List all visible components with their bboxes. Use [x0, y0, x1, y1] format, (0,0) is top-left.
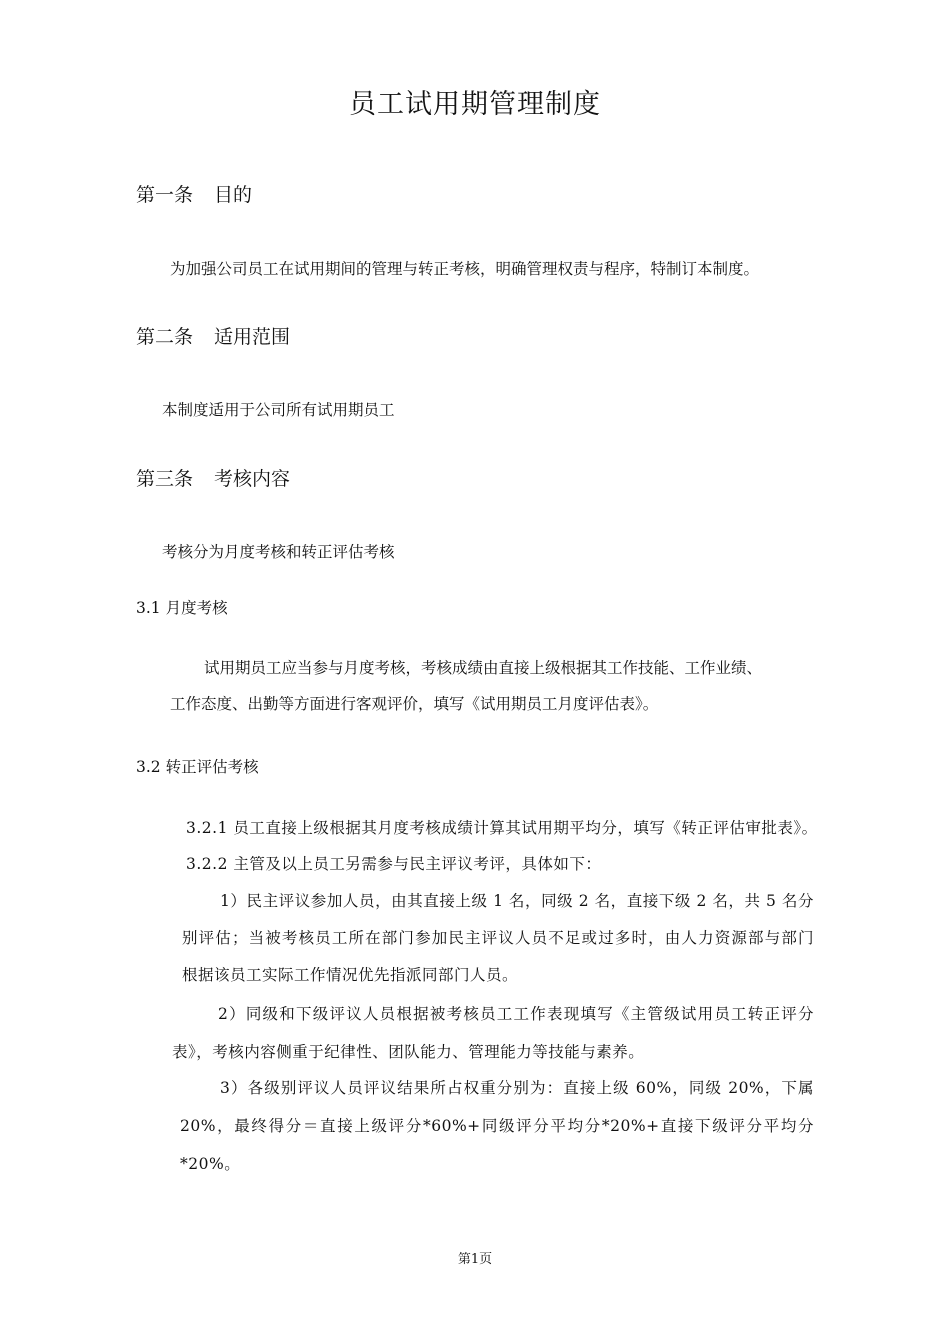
- scope-paragraph: 本制度适用于公司所有试用期员工: [162, 401, 395, 419]
- purpose-paragraph: 为加强公司员工在试用期间的管理与转正考核，明确管理权责与程序，特制订本制度。: [170, 260, 760, 278]
- clause-3-2-2: 3.2.2 主管及以上员工另需参与民主评议考评，具体如下：: [186, 855, 602, 873]
- section-heading-3: [136, 464, 290, 491]
- monthly-paragraph-line: 试用期员工应当参与月度考核，考核成绩由直接上级根据其工作技能、工作业绩、: [204, 659, 763, 677]
- item-2-line: 表》，考核内容侧重于纪律性、团队能力、管理能力等技能与素养。: [172, 1043, 645, 1061]
- item-1-line: 1）民主评议参加人员，由其直接上级 1 名，同级 2 名，直接下级 2 名，共 5 名分: [220, 892, 814, 910]
- clause-3-2-1: 3.2.1 员工直接上级根据其月度考核成绩计算其试用期平均分，填写《转正评估审批表》。: [186, 819, 818, 837]
- page-title: 员工试用期管理制度: [349, 89, 601, 120]
- item-3-line: 20%，最终得分＝直接上级评分*60%+同级评分平均分*20%+直接下级评分平均分: [180, 1117, 814, 1135]
- content-intro: 考核分为月度考核和转正评估考核: [162, 543, 395, 561]
- section-number: 第三条: [136, 468, 194, 490]
- subsection-title-3-2: 3.2 转正评估考核: [136, 758, 259, 776]
- section-number: 第一条: [136, 184, 194, 206]
- section-heading-2: [136, 322, 290, 349]
- section-name: 适用范围: [214, 326, 291, 348]
- section-heading-1: [136, 180, 252, 207]
- item-3-line: *20%。: [180, 1155, 241, 1173]
- item-1-line: 根据该员工实际工作情况优先指派同部门人员。: [182, 966, 519, 984]
- section-name: 目的: [214, 184, 253, 206]
- item-1-line: 别评估；当被考核员工所在部门参加民主评议人员不足或过多时，由人力资源部与部门: [182, 929, 814, 947]
- section-number: 第二条: [136, 326, 194, 348]
- monthly-paragraph-line: 工作态度、出勤等方面进行客观评价，填写《试用期员工月度评估表》。: [170, 695, 659, 713]
- page-number: 第1页: [457, 1252, 493, 1267]
- item-3-line: 3）各级别评议人员评议结果所占权重分别为：直接上级 60%，同级 20%，下属: [220, 1079, 814, 1097]
- subsection-title-3-1: 3.1 月度考核: [136, 599, 228, 617]
- section-name: 考核内容: [214, 468, 291, 490]
- item-2-line: 2）同级和下级评议人员根据被考核员工工作表现填写《主管级试用员工转正评分: [218, 1005, 814, 1023]
